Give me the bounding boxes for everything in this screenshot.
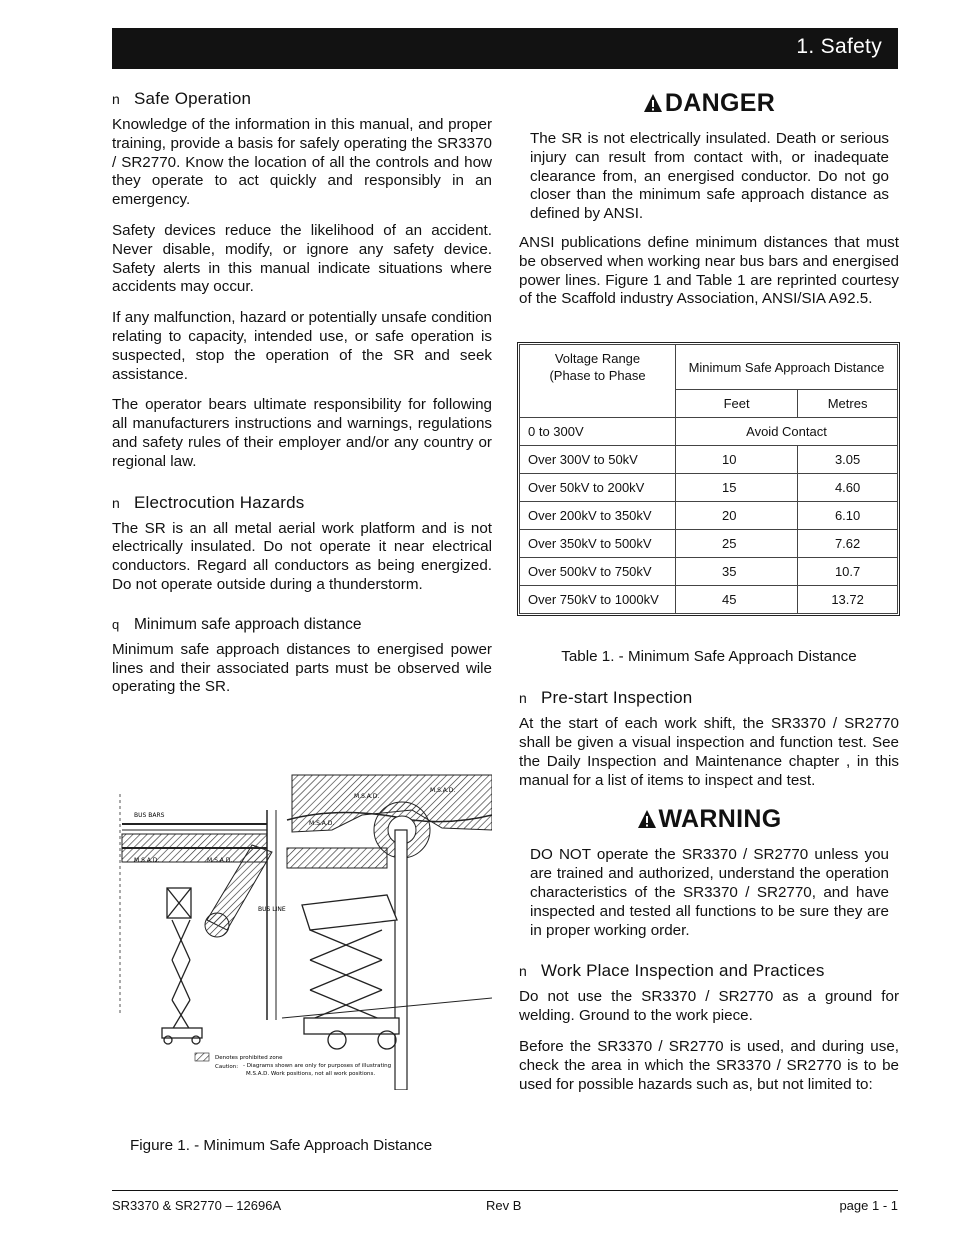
table-row: Over 500kV to 750kV 35 10.7: [520, 558, 898, 586]
safe-operation-paragraph: Knowledge of the information in this manual, and proper training, provide a basis for safely operating the SR3370 / SR2770. Know the location of all the controls and how they operate to act quickly and responsibly in an emergency.: [112, 116, 492, 209]
footer-revision: Rev B: [486, 1198, 522, 1213]
safe-operation-paragraph: If any malfunction, hazard or potentially unsafe condition relating to capacity, intended use, or safe operation is suspected, stop the operation of the SR and seek assistance.: [112, 309, 492, 383]
header-bar: [112, 28, 898, 69]
prestart-heading: n Pre-start Inspection: [519, 688, 693, 708]
caution-text: M.S.A.D. Work positions, not all work positions.: [246, 1071, 376, 1077]
msad-label: M.S.A.D.: [354, 793, 380, 800]
prestart-paragraph: At the start of each work shift, the SR3370 / SR2770 shall be given a visual inspection and function test. See the Daily Inspection and Maintenance chapter , in this manual for a list of items to inspect and test.: [519, 715, 899, 789]
table-header-voltage: Voltage Range (Phase to Phase: [520, 345, 676, 418]
scissor-lift-right: [302, 895, 399, 1049]
warning-triangle-icon: [637, 809, 657, 829]
table-row: Over 300V to 50kV 10 3.05: [520, 446, 898, 474]
msad-label: M.S.A.D.: [430, 787, 456, 794]
section-bullet: n: [112, 91, 120, 107]
safe-operation-paragraph: Safety devices reduce the likelihood of an accident. Never disable, modify, or ignore any safety device. Safety alerts in this manual indicate situations where accidents may occur.: [112, 221, 492, 296]
table-row: Over 200kV to 350kV 20 6.10: [520, 502, 898, 530]
left-column: [112, 88, 492, 709]
table-header-distance: Minimum Safe Approach Distance: [676, 345, 898, 390]
min-safe-heading: q Minimum safe approach distance: [112, 615, 362, 633]
right-column: [519, 88, 899, 1106]
table-cell-range: 0 to 300V: [520, 418, 676, 446]
min-safe-paragraph: Minimum safe approach distances to energised power lines and their associated parts must be observed wile operating the SR.: [112, 640, 492, 696]
table-header-metres: Metres: [798, 390, 898, 418]
section-bullet: n: [112, 494, 120, 511]
safe-operation-heading: n Safe Operation: [112, 89, 252, 108]
bus-line-label: BUS LINE: [258, 906, 286, 913]
workplace-heading: n Work Place Inspection and Practices: [519, 961, 825, 981]
msad-illustration: [112, 770, 492, 1090]
warning-text: DO NOT operate the SR3370 / SR2770 unless you are trained and authorized, understand the operation characteristics of the SR3370 / SR2770, and have inspected and tested all functions to be sure they are in proper working order.: [530, 846, 889, 939]
scissor-lift-left: [162, 888, 202, 1044]
workplace-paragraph: Do not use the SR3370 / SR2770 as a ground for welding. Ground to the work piece.: [519, 988, 899, 1025]
table-caption: Table 1. - Minimum Safe Approach Distance: [561, 648, 857, 666]
figure-caption: Figure 1. - Minimum Safe Approach Distance: [130, 1137, 433, 1154]
caution-label: Caution:: [215, 1064, 239, 1070]
section-bullet: n: [519, 963, 527, 980]
footer-rule: [112, 1190, 898, 1191]
danger-text: The SR is not electrically insulated. Death or serious injury can result from contact with, or inadequate clearance from, an energised conductor. Do not go closer than the minimum safe approach distance as defined by ANSI.: [530, 130, 889, 223]
electrocution-paragraph: The SR is an all metal aerial work platform and is not electrically insulated. Do not operate it near electrical conductors. Regard all conductors as being energized. Do not operate outside during a thunderstorm.: [112, 519, 492, 593]
msad-table: [519, 344, 898, 614]
table-row: Over 50kV to 200kV 15 4.60: [520, 474, 898, 502]
table-row: Over 750kV to 1000kV 45 13.72: [520, 586, 898, 614]
table-row: [520, 418, 898, 446]
msad-figure: [112, 770, 492, 1090]
caution-text: - Diagrams shown are only for purposes of illustrating: [243, 1063, 392, 1069]
ansi-paragraph: ANSI publications define minimum distances that must be observed when working near bus bars and energised power lines. Figure 1 and Table 1 are reprinted courtesy of the Scaffold industry Association, ANSI/SIA A92.5.: [519, 233, 899, 308]
electrocution-heading: n Electrocution Hazards: [112, 492, 305, 512]
warning-triangle-icon: [643, 93, 663, 113]
safe-operation-paragraph: The operator bears ultimate responsibility for following all manufacturers instructions and warnings, regulations and safety rules of their employer and/or any country or regional law.: [112, 396, 492, 470]
warning-title: WARNING: [519, 804, 899, 834]
bus-bars-label: BUS BARS: [134, 812, 165, 819]
table-header-feet: Feet: [676, 390, 798, 418]
msad-label: M.S.A.D.: [134, 857, 160, 864]
workplace-paragraph: Before the SR3370 / SR2770 is used, and during use, check the area in which the SR3370 / SR2770 is to be used for possible hazards such as, but not limited to:: [519, 1037, 899, 1093]
legend-text: Denotes prohibited zone: [215, 1055, 283, 1061]
prohibited-zone-swatch: [195, 1053, 209, 1061]
footer-page-number: page 1 - 1: [839, 1198, 898, 1213]
subsection-bullet: q: [112, 616, 120, 632]
danger-title: DANGER: [519, 88, 899, 118]
footer-doc-id: SR3370 & SR2770 – 12696A: [112, 1198, 282, 1213]
section-bullet: n: [519, 690, 527, 707]
table-row: Over 350kV to 500kV 25 7.62: [520, 530, 898, 558]
msad-label: M.S.A.D.: [207, 857, 233, 864]
msad-label: M.S.A.D.: [309, 820, 335, 827]
page-title: 1. Safety: [796, 35, 882, 58]
table-cell-avoid: Avoid Contact: [676, 418, 898, 446]
